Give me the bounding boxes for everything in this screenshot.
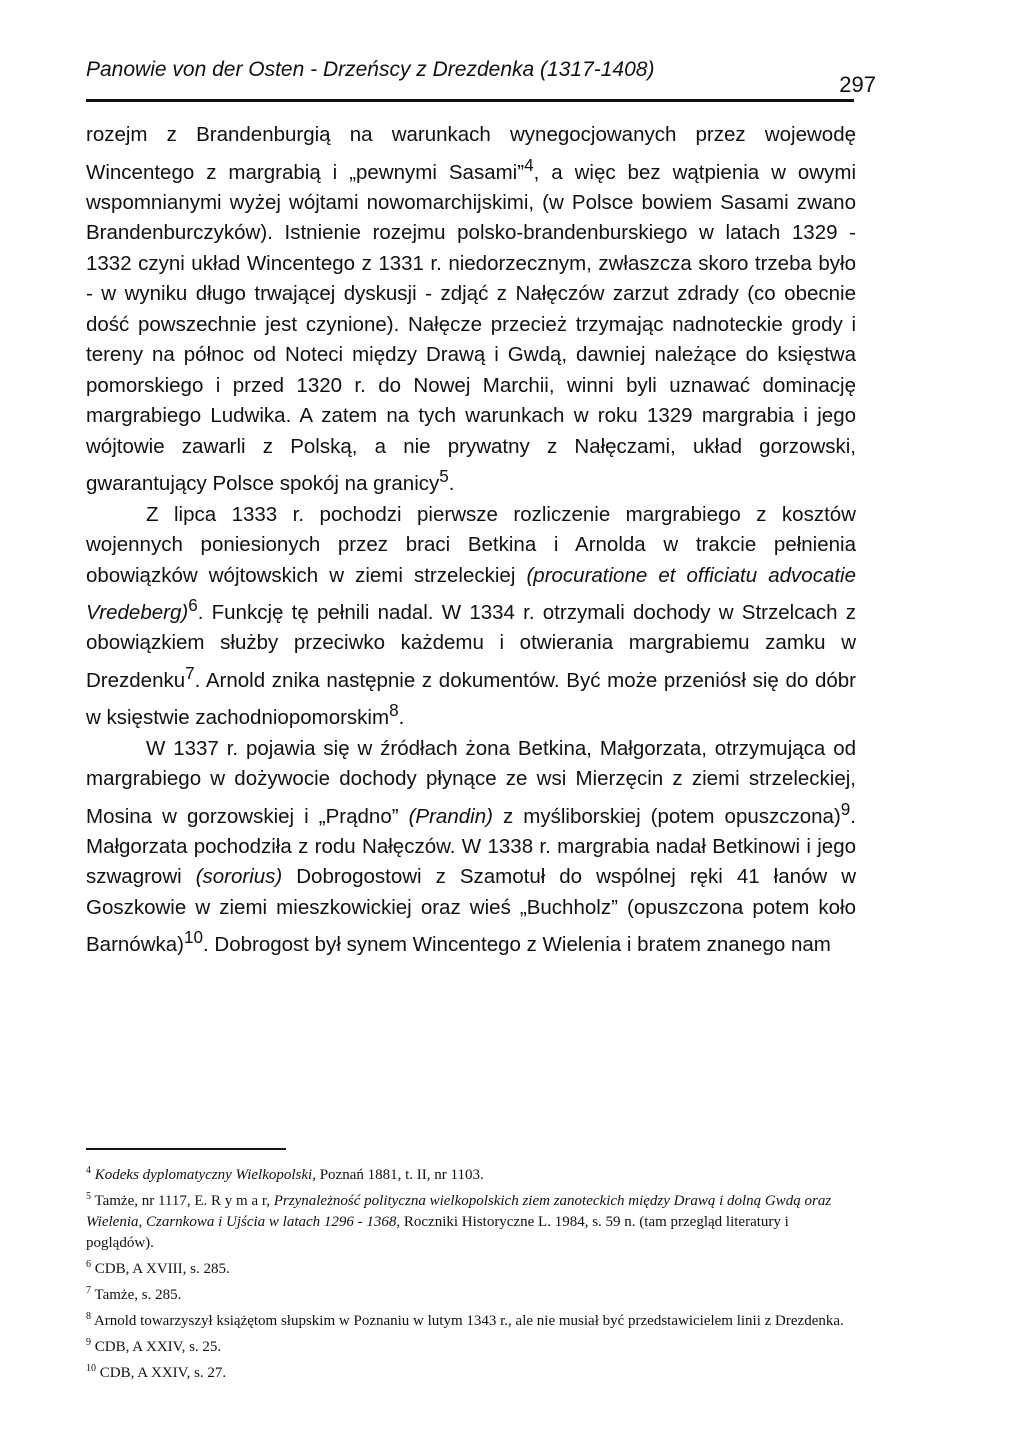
footnote-text: Tamże, s. 285. xyxy=(94,1287,182,1303)
footnote-number: 5 xyxy=(86,1191,91,1202)
footnote-number: 8 xyxy=(86,1311,91,1322)
italic-text: (sororius) xyxy=(195,865,283,889)
italic-text: (procuratione et officiatu advocatie Vredeberg) xyxy=(86,563,856,624)
footnote-number: 9 xyxy=(86,1337,91,1348)
footnote-text: CDB, A XVIII, s. 285. xyxy=(94,1261,230,1277)
footnote xyxy=(86,1306,856,1332)
footnote xyxy=(86,1280,856,1306)
footnote-rule xyxy=(86,1148,286,1150)
text-run: . xyxy=(448,472,455,496)
text-run: . Arnold znika następnie z dokumentów. Być może przeniósł się do dóbr w księstwie zachodniopomorskim xyxy=(86,668,856,730)
body-text xyxy=(86,120,856,961)
footnote xyxy=(86,1254,856,1280)
text-run: . xyxy=(398,706,405,730)
footnote-text: CDB, A XXIV, s. 25. xyxy=(94,1339,222,1355)
text-run: Z lipca 1333 r. pochodzi pierwsze rozliczenie margrabiego z kosztów wojennych poniesionych przez braci Betkina i Arnolda w trakcie pełnienia obowiązków wójtowskich w ziemi strzeleckiej xyxy=(86,502,856,587)
footnotes xyxy=(86,1160,856,1384)
paragraph-2 xyxy=(86,500,856,734)
footnote-text: Tamże, nr 1117, E. R y m a r, xyxy=(94,1193,274,1209)
footnote xyxy=(86,1186,856,1254)
footnote-number: 4 xyxy=(86,1165,91,1176)
header-rule xyxy=(86,99,854,102)
text-run: z myśliborskiej (potem opuszczona) xyxy=(492,804,841,828)
footnote-ref: 4 xyxy=(524,155,534,175)
italic-text: (Prandin) xyxy=(408,804,493,828)
text-run: , a więc bez wątpienia w owymi wspomnianymi wyżej wójtami nowomarchijskimi, (w Polsce bowiem Sasami zwano Brandenburczyków). Istnienie rozejmu polsko-brandenburskiego w latach 1329 - 1332 czyni układ Wincentego z 1331 r. niedorzecznym, zwłaszcza skoro trzeba było - w wyniku długo trwającej dyskusji - zdjąć z Nałęczów zarzut zdrady (co obecnie dość powszechnie jest czynione). Nałęcze przecież trzymając nadnoteckie grody i tereny na północ od Noteci między Drawą i Gwdą, dawniej należące do księstwa pomorskiego i przed 1320 r. do Nowej Marchii, winni byli uznawać dominację margrabiego Ludwika. A zatem na tych warunkach w roku 1329 margrabia i jego wójtowie zawarli z Polską, a nie prywatny z Nałęczami, układ gorzowski, gwarantujący Polsce spokój na granicy xyxy=(86,160,856,496)
footnote-number: 6 xyxy=(86,1259,91,1270)
footnote-text: , Poznań 1881, t. II, nr 1103. xyxy=(312,1167,484,1183)
footnote-ref: 8 xyxy=(389,701,399,721)
italic-text: Kodeks dyplomatyczny Wielkopolski xyxy=(94,1167,313,1183)
footnote-ref: 7 xyxy=(185,663,195,683)
footnote-text: Arnold towarzyszył książętom słupskim w Poznaniu w lutym 1343 r., ale nie musiał być przedstawicielem linii z Drezdenka. xyxy=(93,1313,844,1329)
footnote-text: , Roczniki Historyczne L. 1984, s. 59 n. (tam przegląd literatury i poglądów). xyxy=(86,1214,789,1251)
page-number: 297 xyxy=(839,72,876,97)
footnote-number: 7 xyxy=(86,1285,91,1296)
footnote-text: CDB, A XXIV, s. 27. xyxy=(99,1365,227,1381)
text-run: . Dobrogost był synem Wincentego z Wielenia i bratem znanego nam xyxy=(203,933,831,957)
page-header xyxy=(86,58,876,98)
footnote-ref: 6 xyxy=(188,596,198,616)
text-run: . Funkcję tę pełnili nadal. W 1334 r. otrzymali dochody w Strzelcach z obowiązkiem służby przeciwko każdemu i otwierania margrabiemu zamku w Drezdenku xyxy=(86,600,856,692)
paragraph-3 xyxy=(86,734,856,961)
text-run: . Małgorzata pochodziła z rodu Nałęczów. W 1338 r. margrabia nadał Betkinowi i jego szwagrowi xyxy=(86,804,856,889)
footnote xyxy=(86,1358,856,1384)
text-run: Dobrogostowi z Szamotuł do wspólnej ręki 41 łanów w Goszkowie w ziemi mieszkowickiej oraz wieś „Buchholz” (opuszczona potem koło Barnówka) xyxy=(86,865,857,957)
text-run: rozejm z Brandenburgią na warunkach wynegocjowanych przez wojewodę Wincentego z margrabią i „pewnymi Sasami” xyxy=(86,123,856,184)
paragraph-1 xyxy=(86,120,856,500)
italic-text: Przynależność polityczna wielkopolskich ziem zanoteckich między Drawą i dolną Gwdą oraz Wielenia, Czarnkowa i Ujścia w latach 1296 - 1368 xyxy=(86,1193,832,1230)
footnote-number: 10 xyxy=(86,1363,96,1374)
running-title: Panowie von der Osten - Drzeńscy z Drezdenka (1317-1408) xyxy=(86,58,655,81)
footnote xyxy=(86,1332,856,1358)
footnote xyxy=(86,1160,856,1186)
footnote-ref: 9 xyxy=(840,799,851,819)
text-run: W 1337 r. pojawia się w źródłach żona Betkina, Małgorzata, otrzymująca od margrabiego w dożywocie dochody płynące ze wsi Mierzęcin z ziemi strzeleckiej, Mosina w gorzowskiej i „Prądno” xyxy=(86,736,856,828)
footnote-ref: 5 xyxy=(439,467,449,487)
footnote-ref: 10 xyxy=(184,928,203,948)
